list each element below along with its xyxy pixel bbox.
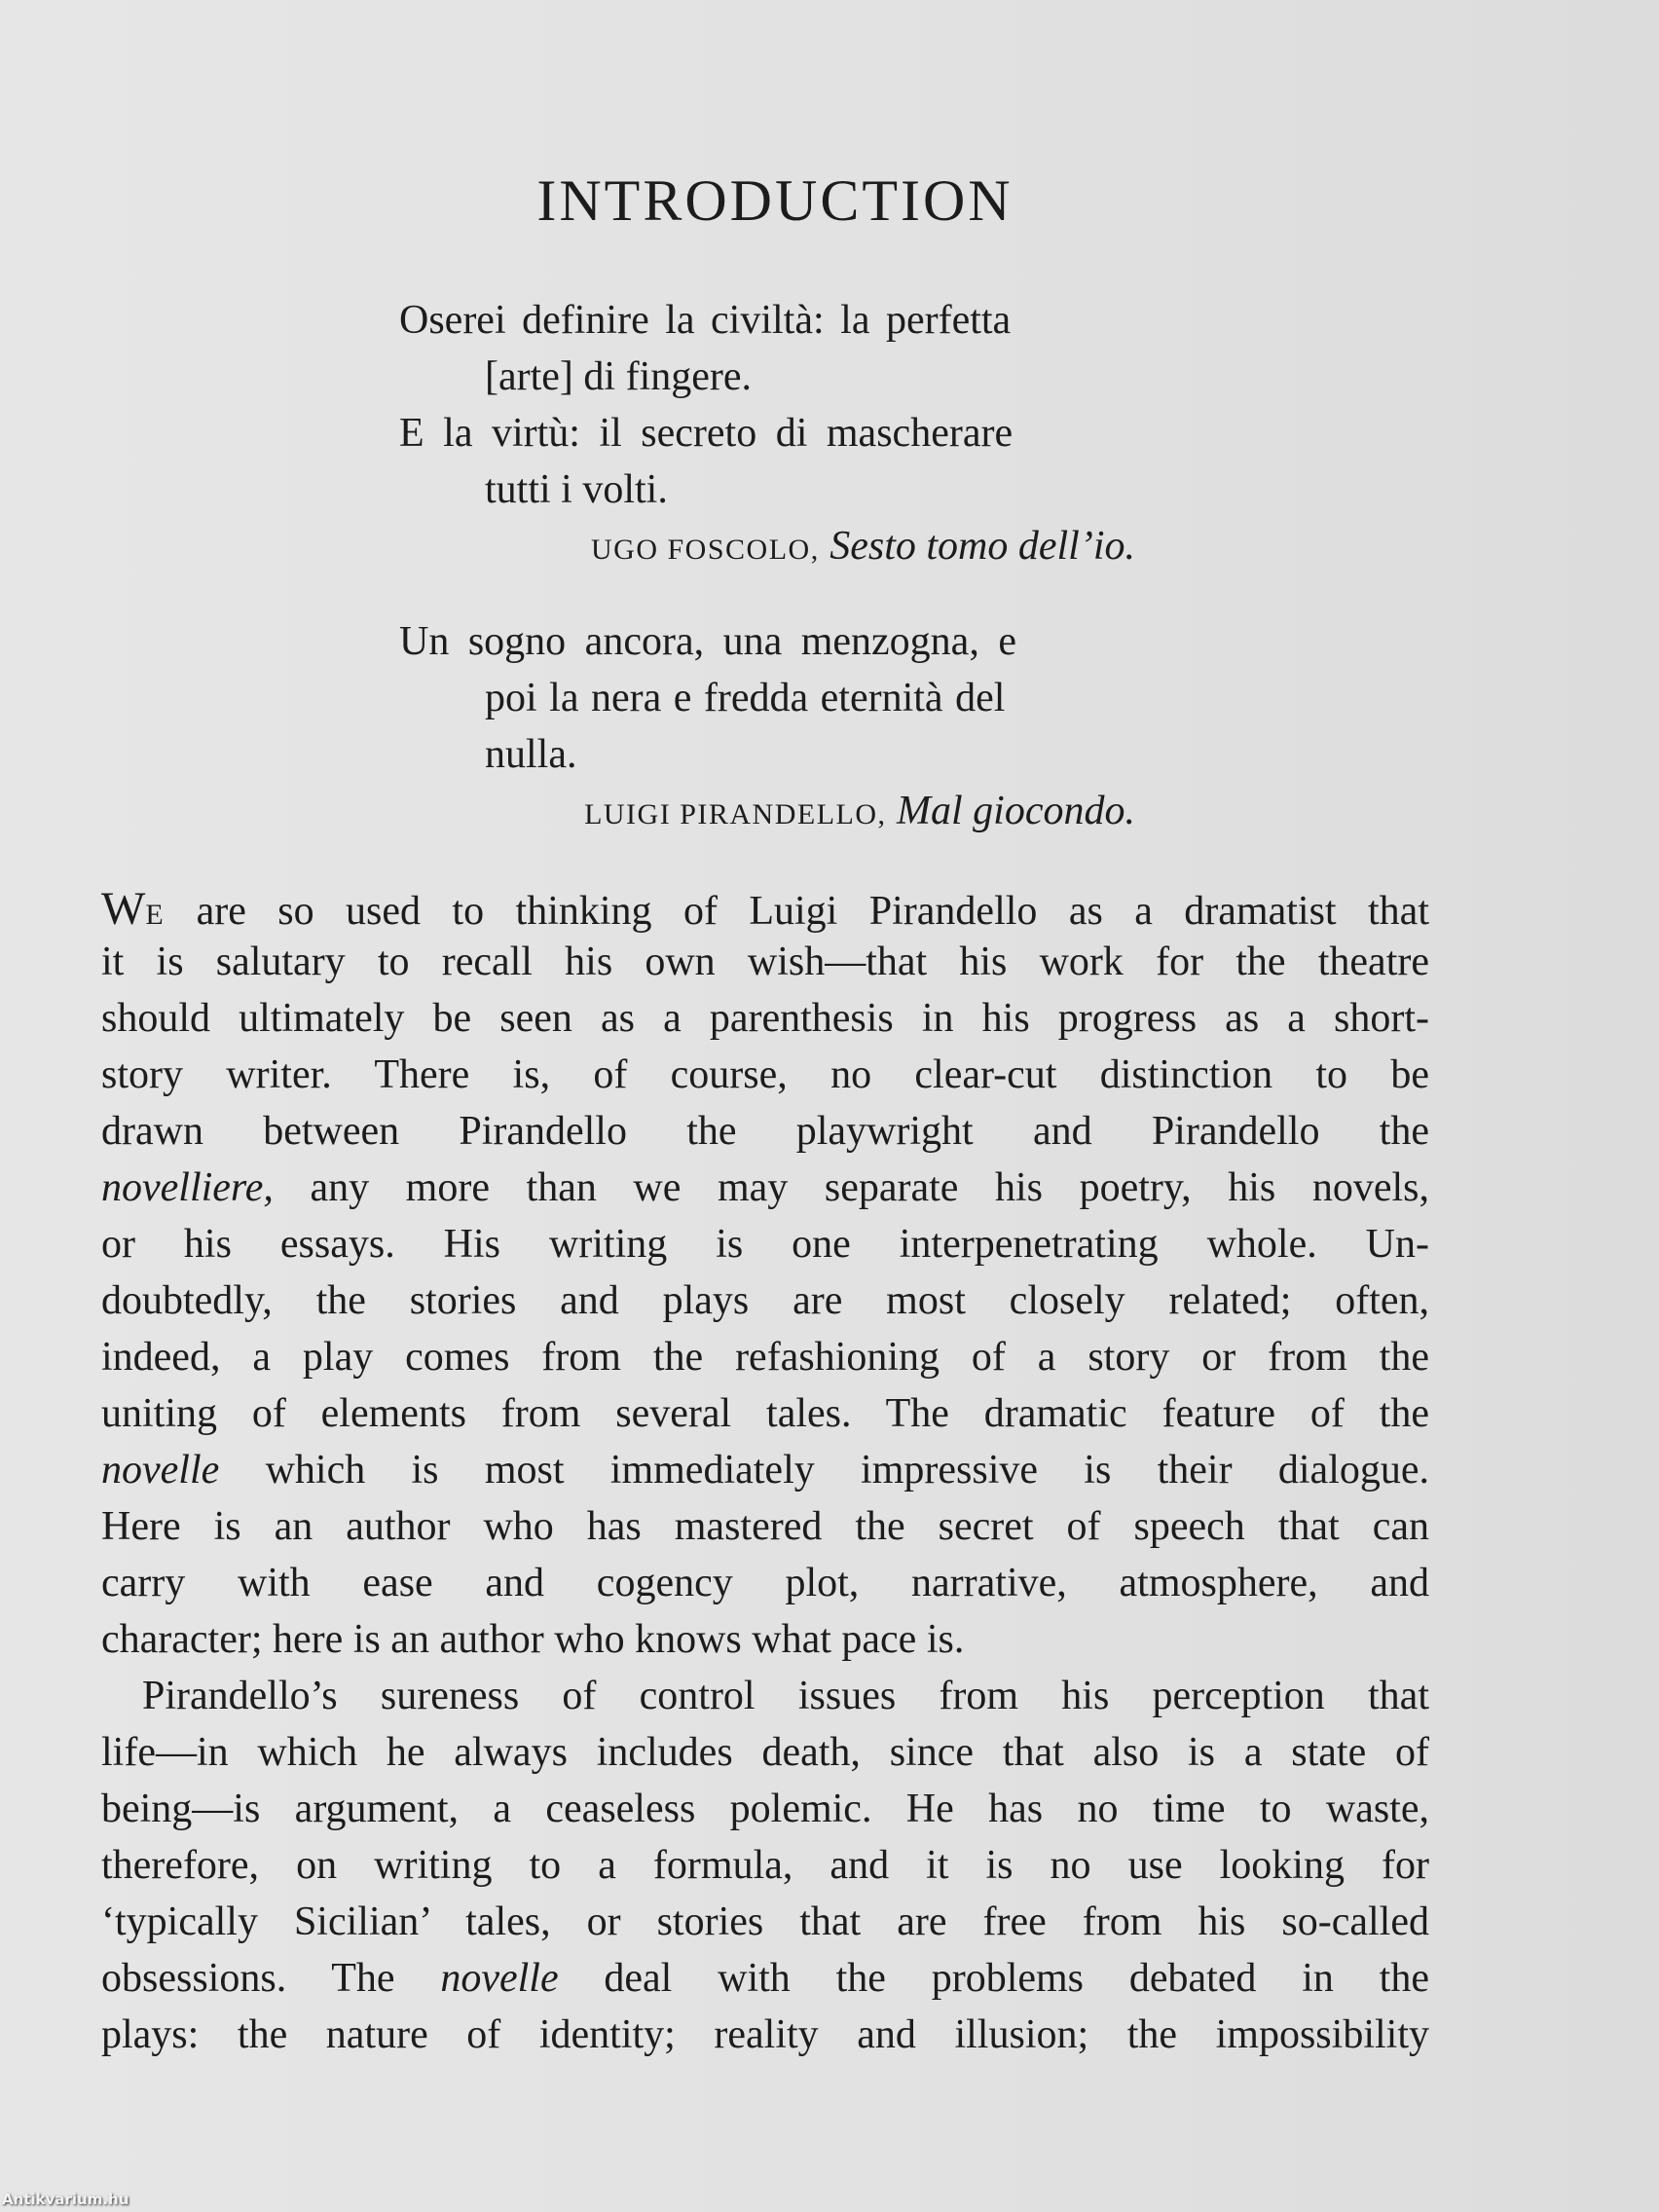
attribution-work: Mal giocondo. bbox=[897, 789, 1135, 833]
paragraph-1-line: should ultimately be seen as a parenthesis in his progress as a short- bbox=[101, 996, 1429, 1041]
verse-line: nulla. bbox=[485, 732, 577, 777]
italic-term: novelle bbox=[440, 1956, 559, 2001]
body-text bbox=[101, 882, 1429, 2057]
verse-line: E la virtù: il secreto di mascherare bbox=[399, 411, 1014, 456]
paragraph-1-line: uniting of elements from several tales. The dramatic feature of the bbox=[101, 1391, 1429, 1436]
paragraph-1-line: indeed, a play comes from the refashioning of a story or from the bbox=[101, 1335, 1429, 1380]
paragraph-2-line: therefore, on writing to a formula, and it is no use looking for bbox=[101, 1843, 1429, 1888]
italic-term: novelliere, bbox=[101, 1165, 274, 1210]
attribution-author: UGO FOSCOLO, bbox=[591, 534, 820, 566]
small-cap: E bbox=[145, 899, 166, 931]
paragraph-2-line: plays: the nature of identity; reality and illusion; the impossibility bbox=[101, 2012, 1429, 2057]
verse-line: tutti i volti. bbox=[485, 467, 668, 512]
attribution-author: LUIGI PIRANDELLO, bbox=[584, 798, 887, 830]
paragraph-2-line: being—is argument, a ceaseless polemic. He has no time to waste, bbox=[101, 1787, 1429, 1831]
paragraph-1-line: doubtedly, the stories and plays are most closely related; often, bbox=[101, 1278, 1429, 1323]
paragraph-1-line: drawn between Pirandello the playwright and Pirandello the bbox=[101, 1109, 1429, 1154]
paragraph-1-line bbox=[101, 1164, 1429, 1221]
paragraph-2-line: Pirandello’s sureness of control issues from his perception that bbox=[142, 1674, 1429, 1718]
epigraph-foscolo bbox=[399, 292, 1135, 569]
drop-cap: W bbox=[101, 883, 146, 935]
paragraph-1-line: carry with ease and cogency plot, narrative, atmosphere, and bbox=[101, 1561, 1429, 1605]
line-text: which is most immediately impressive is their dialogue. bbox=[219, 1448, 1429, 1493]
verse-line: [arte] di fingere. bbox=[485, 354, 753, 399]
paragraph-1-line bbox=[101, 1447, 1429, 1503]
verse-line: Oserei definire la civiltà: la perfetta bbox=[399, 298, 1012, 343]
paragraph-1-line: or his essays. His writing is one interpenetrating whole. Un- bbox=[101, 1222, 1429, 1267]
line-text: are so used to thinking of Luigi Pirandello as a dramatist that bbox=[165, 889, 1429, 934]
paragraph-1-line bbox=[101, 882, 1429, 939]
verse-line: poi la nera e fredda eternità del bbox=[485, 676, 1006, 720]
paragraph-2-line: ‘typically Sicilian’ tales, or stories that are free from his so-called bbox=[101, 1899, 1429, 1944]
italic-term: novelle bbox=[101, 1448, 220, 1493]
watermark: Antikvarium.hu bbox=[2, 2191, 129, 2208]
epigraph-attribution bbox=[584, 783, 1135, 843]
epigraph-attribution bbox=[591, 518, 1135, 578]
verse-line: Un sogno ancora, una menzogna, e bbox=[399, 619, 1016, 664]
paragraph-1-line: character; here is an author who knows what pace is. bbox=[101, 1617, 965, 1662]
paragraph-2-line: life—in which he always includes death, since that also is a state of bbox=[101, 1730, 1429, 1775]
paragraph-2-line bbox=[101, 1955, 1429, 2011]
line-text: obsessions. The bbox=[101, 1956, 441, 2001]
epigraph-pirandello bbox=[399, 613, 1135, 837]
line-text: deal with the problems debated in the bbox=[558, 1956, 1429, 2001]
paragraph-1-line: Here is an author who has mastered the secret of speech that can bbox=[101, 1504, 1429, 1549]
attribution-work: Sesto tomo dell’io. bbox=[830, 524, 1135, 569]
line-text: any more than we may separate his poetry, his novels, bbox=[273, 1165, 1429, 1210]
page-title: INTRODUCTION bbox=[536, 168, 1014, 234]
paragraph-1-line: it is salutary to recall his own wish—that his work for the theatre bbox=[101, 940, 1429, 984]
paragraph-1-line: story writer. There is, of course, no clear-cut distinction to be bbox=[101, 1052, 1429, 1097]
